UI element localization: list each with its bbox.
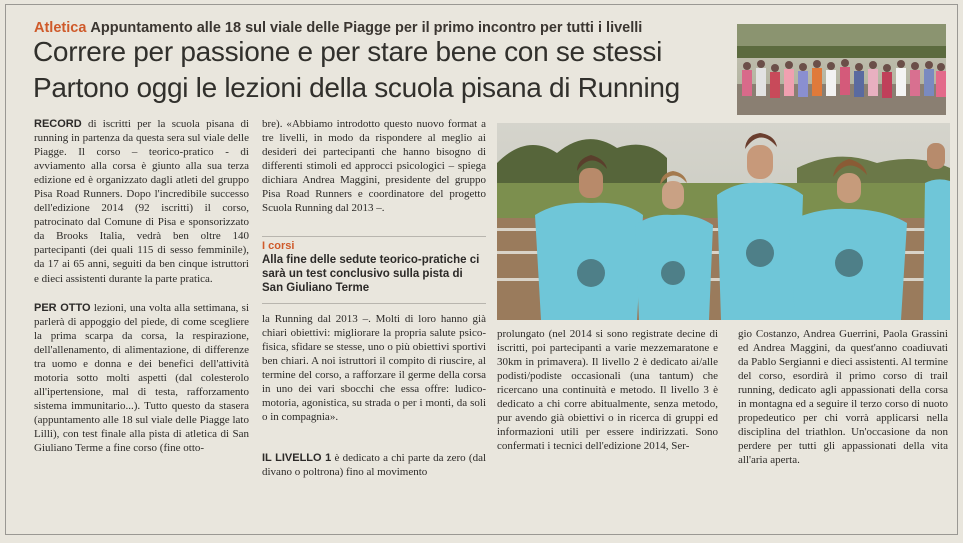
- box-text: Alla fine delle sedute teorico-pratiche ci sarà un test conclusivo sulla pista di San Giuliano Terme: [262, 254, 480, 294]
- sidebar-box: [262, 239, 486, 295]
- column-1b-text: lezioni, una volta alla settimana, si parlerà di appoggio del piede, di come scegliere la prima scarpa da corsa, la respirazione, dell'allenamento, di alimentazione, di differenze tra uomo e donna e dei benefici dell'attività motoria sotto molti aspetti (dal colesterolo all'ipertensione, mal di testa, rafforzamento sistema immunitario...). Tutto questo da stasera (appuntamento alle 18 sul viale delle Piagge lato Lilli), con test finale alla pista di atletica di San Giuliano Terme a fine corso (fine otto-: [34, 302, 250, 455]
- headline-line-1: Correre per passione e per stare bene con se stessi: [33, 36, 663, 67]
- column-3: [497, 327, 718, 453]
- column-1b-lead: PER OTTO: [34, 302, 91, 314]
- headline: [33, 34, 680, 106]
- headline-line-2: Partono oggi le lezioni della scuola pisana di Running: [33, 72, 680, 103]
- column-3-text: prolungato (nel 2014 si sono registrate decine di iscritti, poi partecipanti a varie mezzemaratone e 30km in primavera). Il livello 2 è dedicato ai/alle podisti/podiste occasionali (una tantum) che ricercano una continuità e metodo. Il livello 3 è dedicato a chi corre abitualmente, senza metodo, pur avendo già obiettivi o in ricerca di gruppi ed informazioni utili per essere indirizzati. Sono confermati i tecnici dell'edizione 2014, Ser-: [497, 328, 718, 453]
- column-2-paragraph-2: [262, 312, 486, 424]
- column-4-text: gio Costanzo, Andrea Guerrini, Paola Grassini ed Andrea Maggini, da quest'anno coadiuvati da Pablo Sergianni e dieci assistenti. Al termine del corso, esordirà il primo corso di trail running, dedicato agli appassionati della corsa in montagna ed a seguire il terzo corso di nuoto propedeutico per chi vorrà applicarsi nella disciplina del triathlon. Un'occasione da non perdere per tutti gli appassionati della vita all'aria aperta.: [738, 328, 948, 467]
- column-1-text: di iscritti per la scuola pisana di running in partenza da questa sera sul viale delle Piagge. Il corso – teorico-pratico - di avviamento alla corsa è giunto alla sua terza edizione ed è organizzato dagli atleti del gruppo Pisa Road Runners. Dopo l'incredibile successo dell'edizione 2014 (92 iscritti) il corso, patrocinato dal Comune di Pisa e sponsorizzato da Brooks Italia, vedrà ben oltre 140 partecipanti (dei quali 115 di sesso femminile), da 17 ai 65 anni, seguiti da ben cinque istruttori e dieci assistenti durante la parte pratica.: [34, 118, 250, 285]
- column-4: [738, 327, 948, 467]
- column-2-text: bre). «Abbiamo introdotto questo nuovo format a tre livelli, in modo da rispondere al meglio ai desideri dei partecipanti che hanno bisogno di differenti stimoli ed approcci psicologici – spiega dichiara Andrea Maggini, presidente del gruppo Pisa Road Runners e coordinatore del progetto Scuola Running dal 2013 –.: [262, 118, 486, 215]
- column-1-paragraph-2: [34, 301, 249, 456]
- column-2c-lead: IL LIVELLO 1: [262, 452, 332, 464]
- kicker-text: Appuntamento alle 18 sul viale delle Piagge per il primo incontro per tutti i livelli: [90, 20, 643, 36]
- box-bottom-rule: [262, 303, 486, 304]
- box-top-rule: [262, 236, 486, 237]
- column-2b-text: la Running dal 2013 –. Molti di loro hanno già chiari obiettivi: migliorare la propria salute psico-fisica, sfidare se stesse, uno o più obiettivi sportivi ben chiari. A noi istruttori il compito di riuscire, al termine del corso, a rafforzare il germe della corsa in uno dei vari sbocchi che essa offre: ludico-motoria, agonistica, su strada o per i monti, da soli o in compagnia».: [262, 313, 486, 424]
- box-label: I corsi: [262, 240, 295, 252]
- column-2-paragraph-3: [262, 451, 486, 479]
- column-2c-text: è dedicato a chi parte da zero (dal divano o poltrona) fino al movimento: [262, 452, 487, 479]
- kicker-category: Atletica: [34, 20, 87, 36]
- crowd-photo: [737, 24, 946, 115]
- runners-group-photo: [497, 123, 950, 320]
- column-1: [34, 117, 249, 286]
- column-2: [262, 117, 486, 215]
- column-1-lead: RECORD: [34, 118, 82, 130]
